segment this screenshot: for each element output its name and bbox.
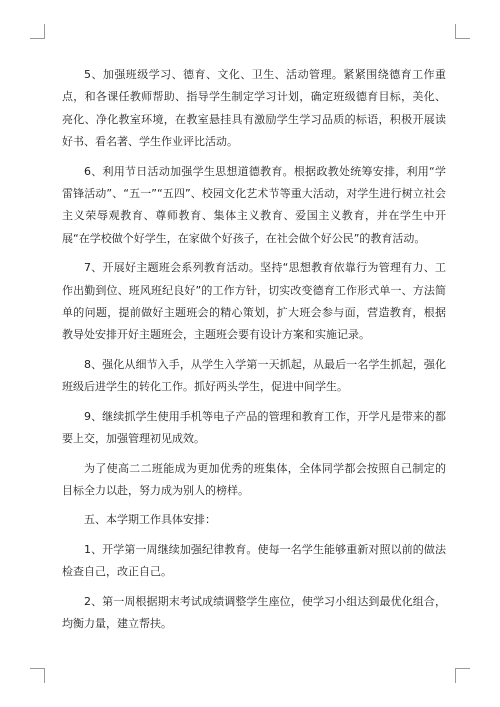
schedule-item-1: 1、开学第一周继续加强纪律教育。使每一名学生能够重新对照以前的做法检查自己，改正自己。: [62, 542, 446, 579]
schedule-item-2: 2、第一周根据期末考试成绩调整学生座位，使学习小组达到最优化组合，均衡力量，建立帮扶。: [62, 594, 446, 630]
crop-mark-top-left: [30, 24, 45, 39]
paragraph-item-7: 7、开展好主题班会系列教育活动。坚持“思想教育依靠行为管理有力、工作出勤到位、班风班纪良好”的工作方针，切实改变德育工作形式单一、方法简单的问题，提前做好主题班会的精心策划，扩大班会参与面，营造教育，根据教导处安排开好主题班会，主题班会要有设计方案和实施记录。: [62, 261, 446, 342]
crop-mark-top-right: [455, 24, 470, 39]
paragraph-item-9: 9、继续抓学生使用手机等电子产品的管理和教育工作，开学凡是带来的都要上交，加强管理初见成效。: [62, 409, 446, 446]
paragraph-summary: 为了使高二二班能成为更加优秀的班集体，全体同学都会按照自己制定的目标全力以赴，努力成为别人的榜样。: [62, 461, 446, 497]
paragraph-item-8: 8、强化从细节入手，从学生入学第一天抓起，从最后一名学生抓起，强化班级后进学生的转化工作。抓好两头学生，促进中间学生。: [62, 357, 446, 394]
crop-mark-bottom-right: [455, 668, 470, 683]
paragraph-item-5: 5、加强班级学习、德育、文化、卫生、活动管理。紧紧围绕德育工作重点，和各课任教师帮助、指导学生制定学习计划，确定班级德育目标，美化、亮化、净化教室环境，在教室悬挂具有激励学生学习品质的标语，积极开展读好书、看名著、学生作业评比活动。: [62, 68, 446, 149]
section-heading-schedule: 五、本学期工作具体安排：: [84, 513, 216, 527]
crop-mark-bottom-left: [30, 668, 45, 683]
document-body: [62, 64, 446, 642]
paragraph-item-6: 6、利用节日活动加强学生思想道德教育。根据政教处统筹安排，利用“学雷锋活动”、“五一”“五四”、校园文化艺术节等重大活动，对学生进行树立社会主义荣辱观教育、尊师教育、集体主义教育、爱国主义教育，并在学生中开展“在学校做个好学生，在家做个好孩子，在社会做个好公民”的教育活动。: [62, 164, 446, 245]
